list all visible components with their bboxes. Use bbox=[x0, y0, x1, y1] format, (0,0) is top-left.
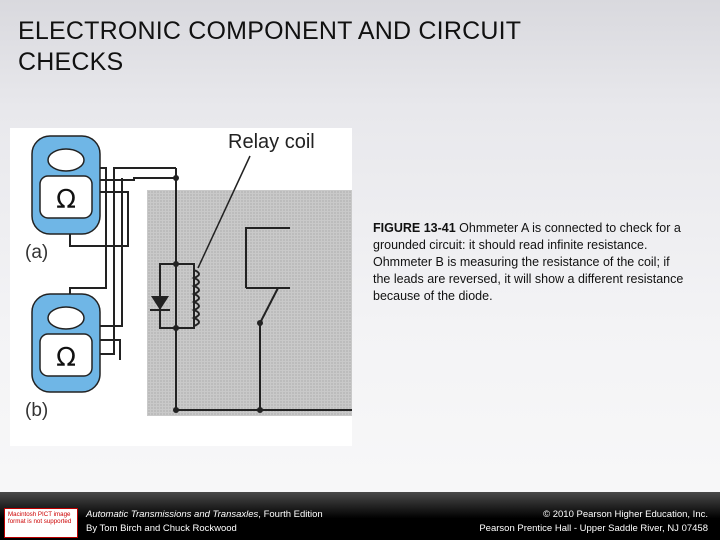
book-authors: By Tom Birch and Chuck Rockwood bbox=[86, 523, 237, 534]
caption-text: Ohmmeter A is connected to check for a grounded circuit: it should read infinite resistance. Ohmmeter B is measuring the resistance of the coil; if the leads are reversed, it will show a different resistance because of the diode. bbox=[373, 221, 684, 303]
label-b: (b) bbox=[25, 400, 49, 421]
footer-copyright-info bbox=[479, 508, 708, 536]
unsupported-image-placeholder: Macintosh PICT image format is not supported bbox=[4, 508, 78, 538]
relay-diagram-figure bbox=[10, 128, 352, 446]
relay-housing bbox=[147, 190, 352, 416]
footer-title-line bbox=[86, 508, 323, 522]
ohmmeter-a-symbol: Ω bbox=[56, 185, 76, 215]
relay-coil-label: Relay coil bbox=[228, 131, 315, 153]
slide-footer bbox=[0, 492, 720, 540]
slide-title-line-1: ELECTRONIC COMPONENT AND CIRCUIT bbox=[18, 17, 522, 45]
publisher-text: Pearson Prentice Hall - Upper Saddle River, NJ 07458 bbox=[479, 523, 708, 534]
copyright-text: © 2010 Pearson Higher Education, Inc. bbox=[543, 509, 708, 520]
label-a: (a) bbox=[25, 242, 49, 263]
slide-title bbox=[18, 16, 618, 78]
footer-book-info bbox=[86, 508, 323, 536]
relay-diagram bbox=[10, 128, 352, 446]
figure-caption bbox=[373, 220, 688, 305]
ohmmeter-b-symbol: Ω bbox=[56, 343, 76, 373]
slide-title-line-2: CHECKS bbox=[18, 48, 124, 76]
figure-number: FIGURE 13-41 bbox=[373, 221, 456, 235]
book-edition: , Fourth Edition bbox=[258, 509, 323, 520]
book-title: Automatic Transmissions and Transaxles bbox=[86, 509, 259, 520]
